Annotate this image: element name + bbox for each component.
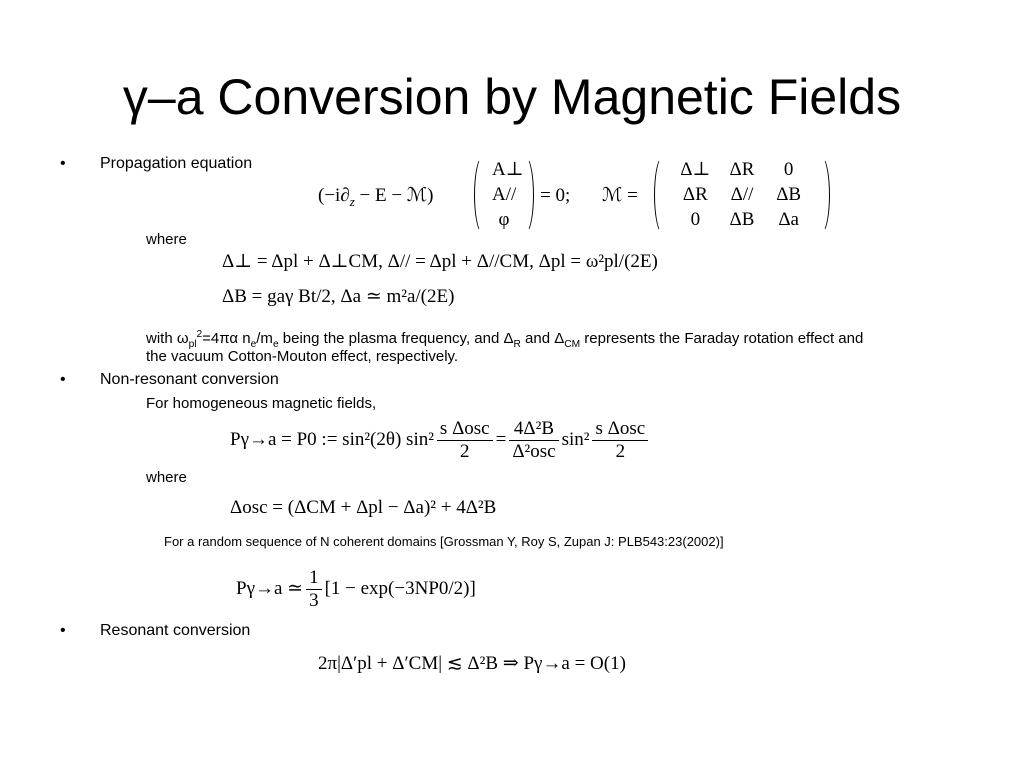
vector-entry: φ [498,209,510,230]
slide-title: γ–a Conversion by Magnetic Fields [122,69,902,125]
vector-entry: A⊥ [492,159,524,180]
field-vector [474,156,534,234]
bullet-propagation-equation: Propagation equation [100,155,253,172]
bullet-dot: • [60,622,66,639]
delta-osc-equation: Δosc = (ΔCM + Δpl − Δa)² + 4Δ²B [230,497,497,518]
matrix-entry: ΔB [729,209,755,230]
matrix-entry: ΔB [776,184,802,205]
delta-definitions-line-1: Δ⊥ = Δpl + Δ⊥CM, Δ// = Δpl + Δ//CM, Δpl = ω²pl/(2E) [222,251,658,272]
plasma-frequency-note-line-2: the vacuum Cotton-Mouton effect, respectively. [146,348,459,365]
matrix-entry: Δ// [730,184,754,205]
propagation-operator: ($-i\partial_z - E$ − ℳ) [318,185,434,209]
delta-definitions-line-2: ΔB = gaγ Bt/2, Δa ≃ m²a/(2E) [222,286,455,307]
matrix-entry: 0 [783,159,794,180]
random-domain-probability: Pγ→a ≃ $\frac{1}{3}$ [1 − exp(−3NP0/2)] [236,567,476,611]
bullet-dot: • [60,371,66,388]
where-label: where [146,469,187,486]
where-label: where [146,231,187,248]
propagation-equals-zero: = 0; [540,185,571,206]
bullet-dot: • [60,155,66,172]
matrix-entry: ΔR [729,159,755,180]
matrix-entry: ΔR [682,184,708,205]
matrix-entry: Δa [778,209,799,230]
vector-entry: A// [492,184,517,205]
random-domains-reference: For a random sequence of N coherent domains [Grossman Y, Roy S, Zupan J: PLB543:23(2002)] [164,534,724,549]
plasma-frequency-note: with $\omega_{pl}^2=4\pi\alpha$ $n_e/m_e$ being the plasma frequency, and $\Delta_R$ and $\Delta_{CM}$ represents the Faraday rotation effect and [146,329,864,350]
matrix-entry: Δ⊥ [680,159,711,180]
matrix-entry: 0 [690,209,701,230]
mixing-matrix [654,156,830,234]
homogeneous-fields-label: For homogeneous magnetic fields, [146,395,377,412]
mixing-matrix-symbol: ℳ = [602,185,638,206]
bullet-resonant-conversion: Resonant conversion [100,622,251,639]
bullet-non-resonant-conversion: Non-resonant conversion [100,371,279,388]
resonant-condition-equation: 2π|Δ′pl + Δ′CM| ≲ Δ²B ⇒ Pγ→a = O(1) [318,653,626,674]
conversion-probability-equation: Pγ→a = P0 := sin²(2θ) sin² $\frac{\text{s Δosc}}{2}$ = $\frac{\text{4Δ²B}}{\text{Δ²osc}}$ sin² $\frac{\text{s Δosc}}{2}$ [230,418,651,463]
